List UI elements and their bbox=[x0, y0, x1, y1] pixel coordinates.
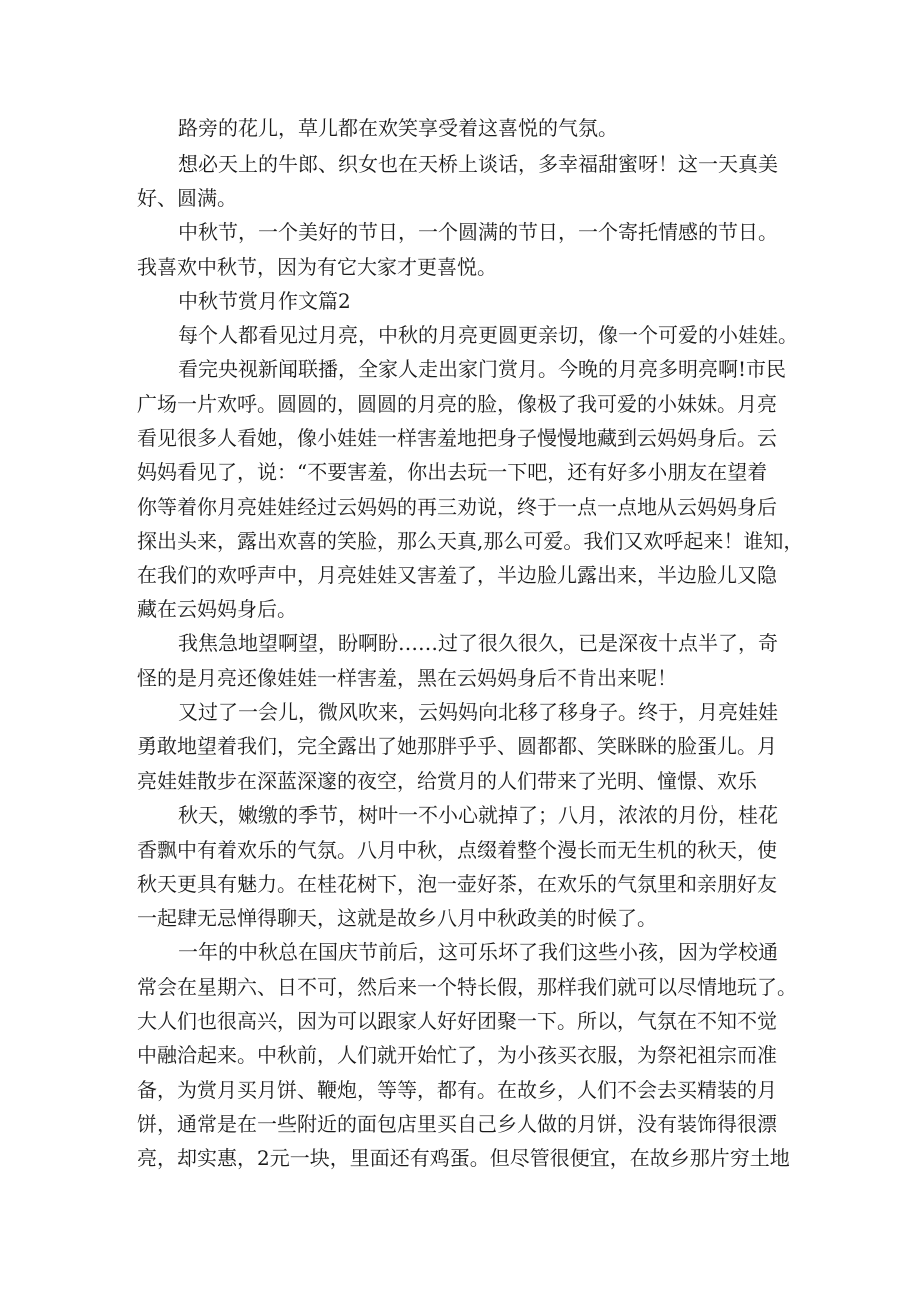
text-line: 看完央视新闻联播，全家人走出家门赏月。今晚的月亮多明亮啊!市民 bbox=[178, 357, 787, 381]
text-line: 饼，通常是在一些附近的面包店里买自己乡人做的月饼，没有装饰得很漂 bbox=[137, 1112, 777, 1136]
text-line: 中秋节，一个美好的节日，一个圆满的节日，一个寄托情感的节日。 bbox=[178, 220, 778, 244]
text-line: 路旁的花儿，草儿都在欢笑享受着这喜悦的气氛。 bbox=[178, 116, 618, 140]
text-line: 香飘中有着欢乐的气氛。八月中秋，点缀着整个漫长而无生机的秋天，使 bbox=[137, 838, 777, 862]
text-line: 备，为赏月买月饼、鞭炮，等等，都有。在故乡，人们不会去买精装的月 bbox=[137, 1078, 777, 1102]
text-line: 我焦急地望啊望，盼啊盼……过了很久很久，已是深夜十点半了，奇 bbox=[178, 631, 778, 655]
text-line: 大人们也很高兴，因为可以跟家人好好团聚一下。所以，气氛在不知不觉 bbox=[137, 1009, 777, 1033]
text-line: 每个人都看见过月亮，中秋的月亮更圆更亲切，像一个可爱的小娃娃。 bbox=[178, 323, 798, 347]
text-line: 探出头来，露出欢喜的笑脸，那么天真,那么可爱。我们又欢呼起来！谁知， bbox=[137, 529, 804, 553]
text-line: 想必天上的牛郎、织女也在天桥上谈话，多幸福甜蜜呀！这一天真美 bbox=[178, 152, 778, 176]
text-line: 你等着你月亮娃娃经过云妈妈的再三劝说，终于一点一点地从云妈妈身后 bbox=[137, 495, 777, 519]
text-line: 看见很多人看她，像小娃娃一样害羞地把身子慢慢地藏到云妈妈身后。云 bbox=[137, 426, 777, 450]
text-line: 秋天更具有魅力。在桂花树下，泡一壶好茶，在欢乐的气氛里和亲朋好友 bbox=[137, 872, 777, 896]
text-line: 好、圆满。 bbox=[137, 186, 237, 210]
text-line: 在我们的欢呼声中，月亮娃娃又害羞了，半边脸儿露出来，半边脸儿又隐 bbox=[137, 563, 777, 587]
text-line: 怪的是月亮还像娃娃一样害羞，黑在云妈妈身后不肯出来呢！ bbox=[137, 666, 677, 690]
text-line: 秋天，嫩缴的季节，树叶一不小心就掉了；八月，浓浓的月份，桂花 bbox=[178, 803, 778, 827]
text-line: 一年的中秋总在国庆节前后，这可乐坏了我们这些小孩，因为学校通 bbox=[178, 940, 778, 964]
text-line: 妈妈看见了，说：“不要害羞，你出去玩一下吧，还有好多小朋友在望着 bbox=[137, 460, 768, 484]
section-heading: 中秋节赏月作文篇2 bbox=[178, 289, 351, 313]
text-line: 广场一片欢呼。圆圆的，圆圆的月亮的脸，像极了我可爱的小妹妹。月亮 bbox=[137, 392, 777, 416]
text-line: 一起肆无忌惮得聊天，这就是故乡八月中秋政美的时候了。 bbox=[137, 906, 657, 930]
text-line: 勇敢地望着我们，完全露出了她那胖乎乎、圆都都、笑眯眯的脸蛋儿。月 bbox=[137, 734, 777, 758]
text-line: 亮娃娃散步在深蓝深邃的夜空，给赏月的人们带来了光明、憧憬、欢乐 bbox=[137, 769, 757, 793]
text-line: 亮，却实惠，2元一块，里面还有鸡蛋。但尽管很便宜，在故乡那片穷土地 bbox=[137, 1146, 790, 1170]
text-line: 又过了一会儿，微风吹来，云妈妈向北移了移身子。终于，月亮娃娃 bbox=[178, 700, 778, 724]
text-line: 藏在云妈妈身后。 bbox=[137, 597, 297, 621]
text-line: 我喜欢中秋节，因为有它大家才更喜悦。 bbox=[137, 255, 497, 279]
text-line: 中融洽起来。中秋前，人们就开始忙了，为小孩买衣服，为祭祀祖宗而准 bbox=[137, 1043, 777, 1067]
text-line: 常会在星期六、日不可，然后来一个特长假，那样我们就可以尽情地玩了。 bbox=[137, 975, 797, 999]
